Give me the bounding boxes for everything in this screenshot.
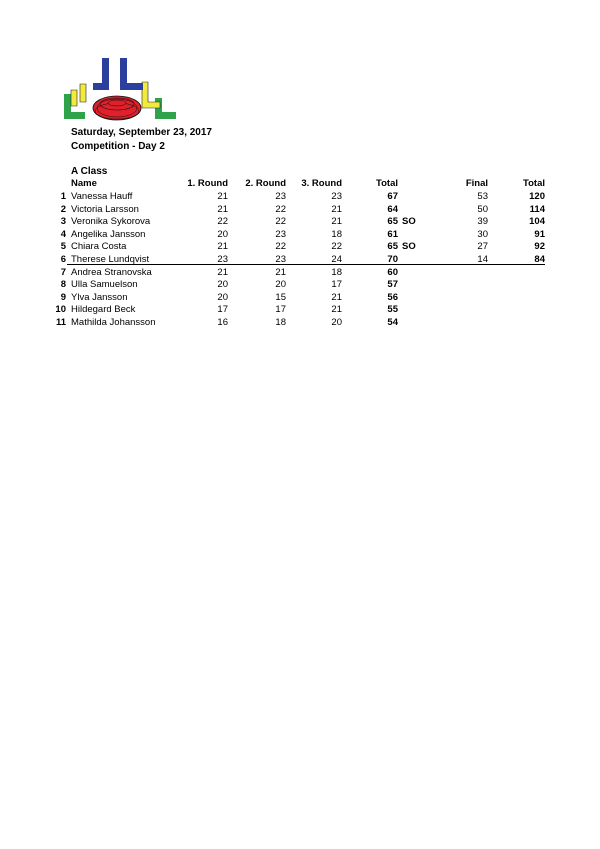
round3-score: 22 [331, 241, 342, 253]
competition-title: Competition - Day 2 [71, 141, 165, 152]
competitor-name: Vanessa Hauff [71, 191, 133, 202]
round1-score: 21 [217, 241, 228, 253]
competitor-name: Ulla Samuelson [71, 279, 138, 291]
round2-score: 23 [275, 228, 286, 240]
round3-score: 21 [331, 203, 342, 215]
table-row [0, 191, 600, 203]
final-score: 27 [477, 241, 488, 253]
round3-score: 20 [331, 317, 342, 328]
competitor-name: Hildegard Beck [71, 304, 136, 316]
shootoff-note: SO [402, 241, 416, 253]
table-row [0, 241, 600, 253]
round1-score: 16 [217, 317, 228, 328]
rank-number: 1 [60, 191, 66, 202]
round3-score: 23 [331, 191, 342, 202]
final-score: 50 [477, 203, 488, 215]
final-score: 39 [477, 216, 488, 228]
round1-score: 21 [217, 191, 228, 202]
final-cutoff-divider [67, 264, 545, 265]
round3-score: 24 [331, 254, 342, 265]
final-score: 53 [477, 191, 488, 202]
round2-score: 17 [275, 304, 286, 316]
grand-total: 91 [534, 228, 545, 240]
table-row [0, 292, 600, 304]
rank-number: 8 [60, 279, 66, 291]
final-score: 30 [477, 228, 488, 240]
round2-score: 22 [275, 203, 286, 215]
round1-score: 23 [217, 254, 228, 265]
header-final: Final [465, 178, 488, 189]
rank-number: 3 [60, 216, 66, 228]
rank-number: 5 [60, 241, 66, 253]
header-name: Name [71, 178, 97, 189]
grand-total: 92 [534, 241, 545, 253]
competitor-name: Chiara Costa [71, 241, 127, 253]
round2-score: 22 [275, 216, 286, 228]
table-row [0, 317, 600, 329]
round3-score: 18 [331, 266, 342, 278]
competitor-name: Andrea Stranovska [71, 266, 152, 278]
qualification-total: 65 [387, 241, 398, 253]
competitor-name: Therese Lundqvist [71, 254, 150, 265]
round3-score: 17 [331, 279, 342, 291]
rank-number: 2 [60, 203, 66, 215]
rank-number: 9 [60, 291, 66, 303]
round3-score: 18 [331, 228, 342, 240]
qualification-total: 55 [387, 304, 398, 316]
round1-score: 21 [217, 203, 228, 215]
rank-number: 11 [55, 317, 66, 328]
round1-score: 20 [217, 279, 228, 291]
club-logo [58, 54, 176, 124]
round2-score: 18 [275, 317, 286, 328]
round2-score: 20 [275, 279, 286, 291]
rank-number: 4 [60, 228, 66, 240]
table-row [0, 204, 600, 216]
header-round3: 3. Round [301, 178, 342, 189]
competitor-name: Victoria Larsson [71, 203, 139, 215]
rank-number: 10 [55, 304, 66, 316]
grand-total: 84 [534, 254, 545, 265]
round3-score: 21 [331, 216, 342, 228]
round1-score: 21 [217, 266, 228, 278]
round1-score: 22 [217, 216, 228, 228]
header-round2: 2. Round [245, 178, 286, 189]
qualification-total: 65 [387, 216, 398, 228]
header-grand-total: Total [523, 178, 545, 189]
qualification-total: 54 [387, 317, 398, 328]
column-headers [0, 178, 600, 190]
table-row [0, 279, 600, 291]
shootoff-note: SO [402, 216, 416, 228]
qualification-total: 60 [387, 266, 398, 278]
event-date: Saturday, September 23, 2017 [71, 127, 212, 138]
grand-total: 120 [529, 191, 545, 202]
table-row [0, 304, 600, 316]
class-title: A Class [71, 166, 108, 177]
header-total: Total [376, 178, 398, 189]
qualification-total: 64 [387, 203, 398, 215]
qualification-total: 57 [387, 279, 398, 291]
qualification-total: 67 [387, 191, 398, 202]
table-row [0, 267, 600, 279]
grand-total: 104 [529, 216, 545, 228]
round2-score: 23 [275, 191, 286, 202]
table-row [0, 216, 600, 228]
qualification-total: 56 [387, 291, 398, 303]
competitor-name: Angelika Jansson [71, 228, 146, 240]
round2-score: 15 [275, 291, 286, 303]
round2-score: 23 [275, 254, 286, 265]
qualification-total: 61 [387, 228, 398, 240]
round3-score: 21 [331, 304, 342, 316]
final-score: 14 [477, 254, 488, 265]
competitor-name: Mathilda Johansson [71, 317, 156, 328]
round2-score: 22 [275, 241, 286, 253]
rank-number: 6 [60, 254, 66, 265]
round1-score: 20 [217, 228, 228, 240]
competitor-name: Ylva Jansson [71, 291, 128, 303]
grand-total: 114 [529, 203, 545, 215]
qualification-total: 70 [387, 254, 398, 265]
round3-score: 21 [331, 291, 342, 303]
competitor-name: Veronika Sykorova [71, 216, 151, 228]
rank-number: 7 [60, 266, 66, 278]
round1-score: 20 [217, 291, 228, 303]
table-row [0, 229, 600, 241]
header-round1: 1. Round [187, 178, 228, 189]
round1-score: 17 [217, 304, 228, 316]
round2-score: 21 [275, 266, 286, 278]
